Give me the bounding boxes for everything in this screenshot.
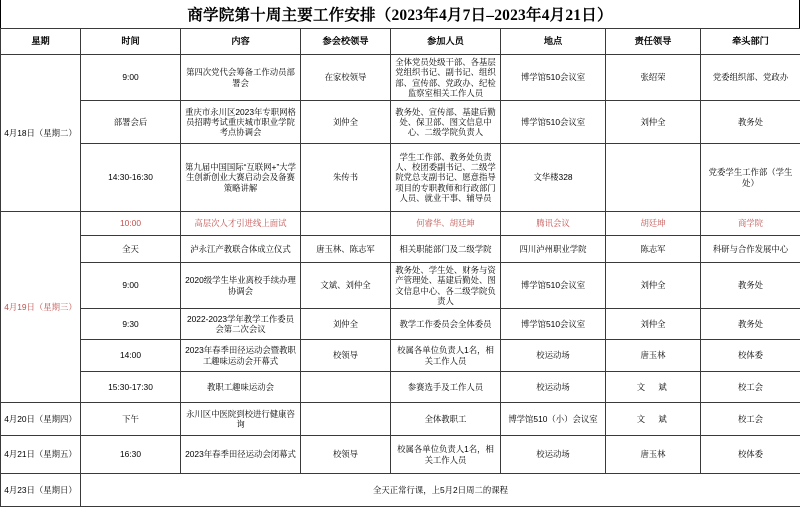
content-cell: 第四次党代会筹备工作动员部署会: [181, 55, 301, 101]
column-header-school-leader: 参会校领导: [301, 29, 391, 55]
place-cell: 四川泸州职业学院: [501, 236, 606, 263]
school-leader-cell: 朱传书: [301, 144, 391, 212]
header-row: [1, 29, 800, 55]
school-leader-cell: 唐玉林、陈志军: [301, 236, 391, 263]
place-cell: 博学馆510会议室: [501, 263, 606, 309]
responsible-cell: 唐玉林: [606, 436, 701, 474]
place-cell: 文华楼328: [501, 144, 606, 212]
school-leader-cell: [301, 372, 391, 403]
department-cell: 商学院: [701, 212, 800, 236]
place-cell: 校运动场: [501, 372, 606, 403]
column-header-department: 牵头部门: [701, 29, 800, 55]
content-cell: 高层次人才引进线上面试: [181, 212, 301, 236]
content-cell: 2023年春季田径运动会闭幕式: [181, 436, 301, 474]
department-cell: 科研与合作发展中心: [701, 236, 800, 263]
place-cell: 腾讯会议: [501, 212, 606, 236]
place-cell: 校运动场: [501, 436, 606, 474]
department-cell: 党委学生工作部（学生处）: [701, 144, 800, 212]
department-cell: 校工会: [701, 372, 800, 403]
time-cell: 9:00: [81, 263, 181, 309]
table-row: [1, 101, 800, 144]
attendees-cell: 学生工作部、教务处负责人、校团委副书记、二级学院党总支副书记、愿意指导项目的专职教师和行政部门人员、就业干事、辅导员: [391, 144, 501, 212]
content-cell: 2023年春季田径运动会暨教职工趣味运动会开幕式: [181, 340, 301, 372]
responsible-cell: 胡廷坤: [606, 212, 701, 236]
place-cell: 博学馆510会议室: [501, 309, 606, 340]
department-cell: 校体委: [701, 340, 800, 372]
responsible-cell: 文 斌: [606, 372, 701, 403]
responsible-cell: 刘仲全: [606, 309, 701, 340]
time-cell: 14:30-16:30: [81, 144, 181, 212]
responsible-cell: [606, 144, 701, 212]
table-row: [1, 263, 800, 309]
school-leader-cell: 在家校领导: [301, 55, 391, 101]
page-title: 商学院第十周主要工作安排（2023年4月7日–2023年4月21日）: [187, 7, 613, 24]
day-cell: 4月18日（星期二）: [1, 55, 81, 212]
content-cell: 第九届中国国际“互联网+”大学生创新创业大赛启动会及备赛策略讲解: [181, 144, 301, 212]
table-body: [1, 55, 800, 507]
attendees-cell: 全体党员处级干部、各基层党组织书记、副书记、组织部、宣传部、党政办、纪检监察室相关工作人员: [391, 55, 501, 101]
school-leader-cell: 刘仲全: [301, 309, 391, 340]
place-cell: 博学馆510（小）会议室: [501, 403, 606, 436]
time-cell: 10:00: [81, 212, 181, 236]
school-leader-cell: 校领导: [301, 340, 391, 372]
attendees-cell: 参赛选手及工作人员: [391, 372, 501, 403]
responsible-cell: 陈志军: [606, 236, 701, 263]
time-cell: 下午: [81, 403, 181, 436]
attendees-cell: 校属各单位负责人1名，相关工作人员: [391, 340, 501, 372]
title-row: [0, 0, 800, 28]
footer-note-cell: 全天正常行课，上5月2日周二的课程: [81, 474, 800, 507]
content-cell: 永川区中医院到校进行健康咨询: [181, 403, 301, 436]
school-leader-cell: 刘仲全: [301, 101, 391, 144]
attendees-cell: 全体教职工: [391, 403, 501, 436]
content-cell: 重庆市永川区2023年专职网格员招聘考试重庆城市职业学院考点协调会: [181, 101, 301, 144]
time-cell: 14:00: [81, 340, 181, 372]
table-row: [1, 372, 800, 403]
school-leader-cell: 校领导: [301, 436, 391, 474]
responsible-cell: 刘仲全: [606, 101, 701, 144]
responsible-cell: 刘仲全: [606, 263, 701, 309]
time-cell: 15:30-17:30: [81, 372, 181, 403]
day-cell: 4月21日（星期五）: [1, 436, 81, 474]
table-row: [1, 212, 800, 236]
time-cell: 9:00: [81, 55, 181, 101]
table-row: [1, 55, 800, 101]
attendees-cell: 相关职能部门及二级学院: [391, 236, 501, 263]
column-header-responsible: 责任领导: [606, 29, 701, 55]
time-cell: 9:30: [81, 309, 181, 340]
responsible-cell: 文 斌: [606, 403, 701, 436]
table-row: [1, 436, 800, 474]
attendees-cell: 教学工作委员会全体委员: [391, 309, 501, 340]
department-cell: 教务处: [701, 101, 800, 144]
place-cell: 校运动场: [501, 340, 606, 372]
content-cell: 泸永江产教联合体成立仪式: [181, 236, 301, 263]
attendees-cell: 教务处、宣传部、基建后勤处、保卫部、图文信息中心、二级学院负责人: [391, 101, 501, 144]
column-header-content: 内容: [181, 29, 301, 55]
column-header-day: 星期: [1, 29, 81, 55]
table-row-footer: [1, 474, 800, 507]
school-leader-cell: [301, 212, 391, 236]
content-cell: 2022-2023学年教学工作委员会第二次会议: [181, 309, 301, 340]
attendees-cell: 校属各单位负责人1名，相关工作人员: [391, 436, 501, 474]
column-header-attendees: 参加人员: [391, 29, 501, 55]
time-cell: 16:30: [81, 436, 181, 474]
attendees-cell: 教务处、学生处、财务与资产管理处、基建后勤处、图文信息中心、各二级学院负责人: [391, 263, 501, 309]
table-row: [1, 144, 800, 212]
school-leader-cell: 文斌、刘仲全: [301, 263, 391, 309]
table-row: [1, 309, 800, 340]
place-cell: 博学馆510会议室: [501, 55, 606, 101]
table-header: [1, 29, 800, 55]
content-cell: 2020级学生毕业离校手续办理协调会: [181, 263, 301, 309]
department-cell: 校工会: [701, 403, 800, 436]
school-leader-cell: [301, 403, 391, 436]
responsible-cell: 唐玉林: [606, 340, 701, 372]
table-row: [1, 236, 800, 263]
table-row: [1, 403, 800, 436]
responsible-cell: 张绍荣: [606, 55, 701, 101]
day-cell: 4月19日（星期三）: [1, 212, 81, 403]
department-cell: 党委组织部、党政办: [701, 55, 800, 101]
schedule-table: [0, 28, 800, 507]
attendees-cell: 何睿华、胡廷坤: [391, 212, 501, 236]
content-cell: 教职工趣味运动会: [181, 372, 301, 403]
column-header-place: 地点: [501, 29, 606, 55]
column-header-time: 时间: [81, 29, 181, 55]
department-cell: 教务处: [701, 309, 800, 340]
time-cell: 全天: [81, 236, 181, 263]
day-cell: 4月20日（星期四）: [1, 403, 81, 436]
table-row: [1, 340, 800, 372]
department-cell: 教务处: [701, 263, 800, 309]
day-cell: 4月23日（星期日）: [1, 474, 81, 507]
department-cell: 校体委: [701, 436, 800, 474]
time-cell: 部署会后: [81, 101, 181, 144]
place-cell: 博学馆510会议室: [501, 101, 606, 144]
